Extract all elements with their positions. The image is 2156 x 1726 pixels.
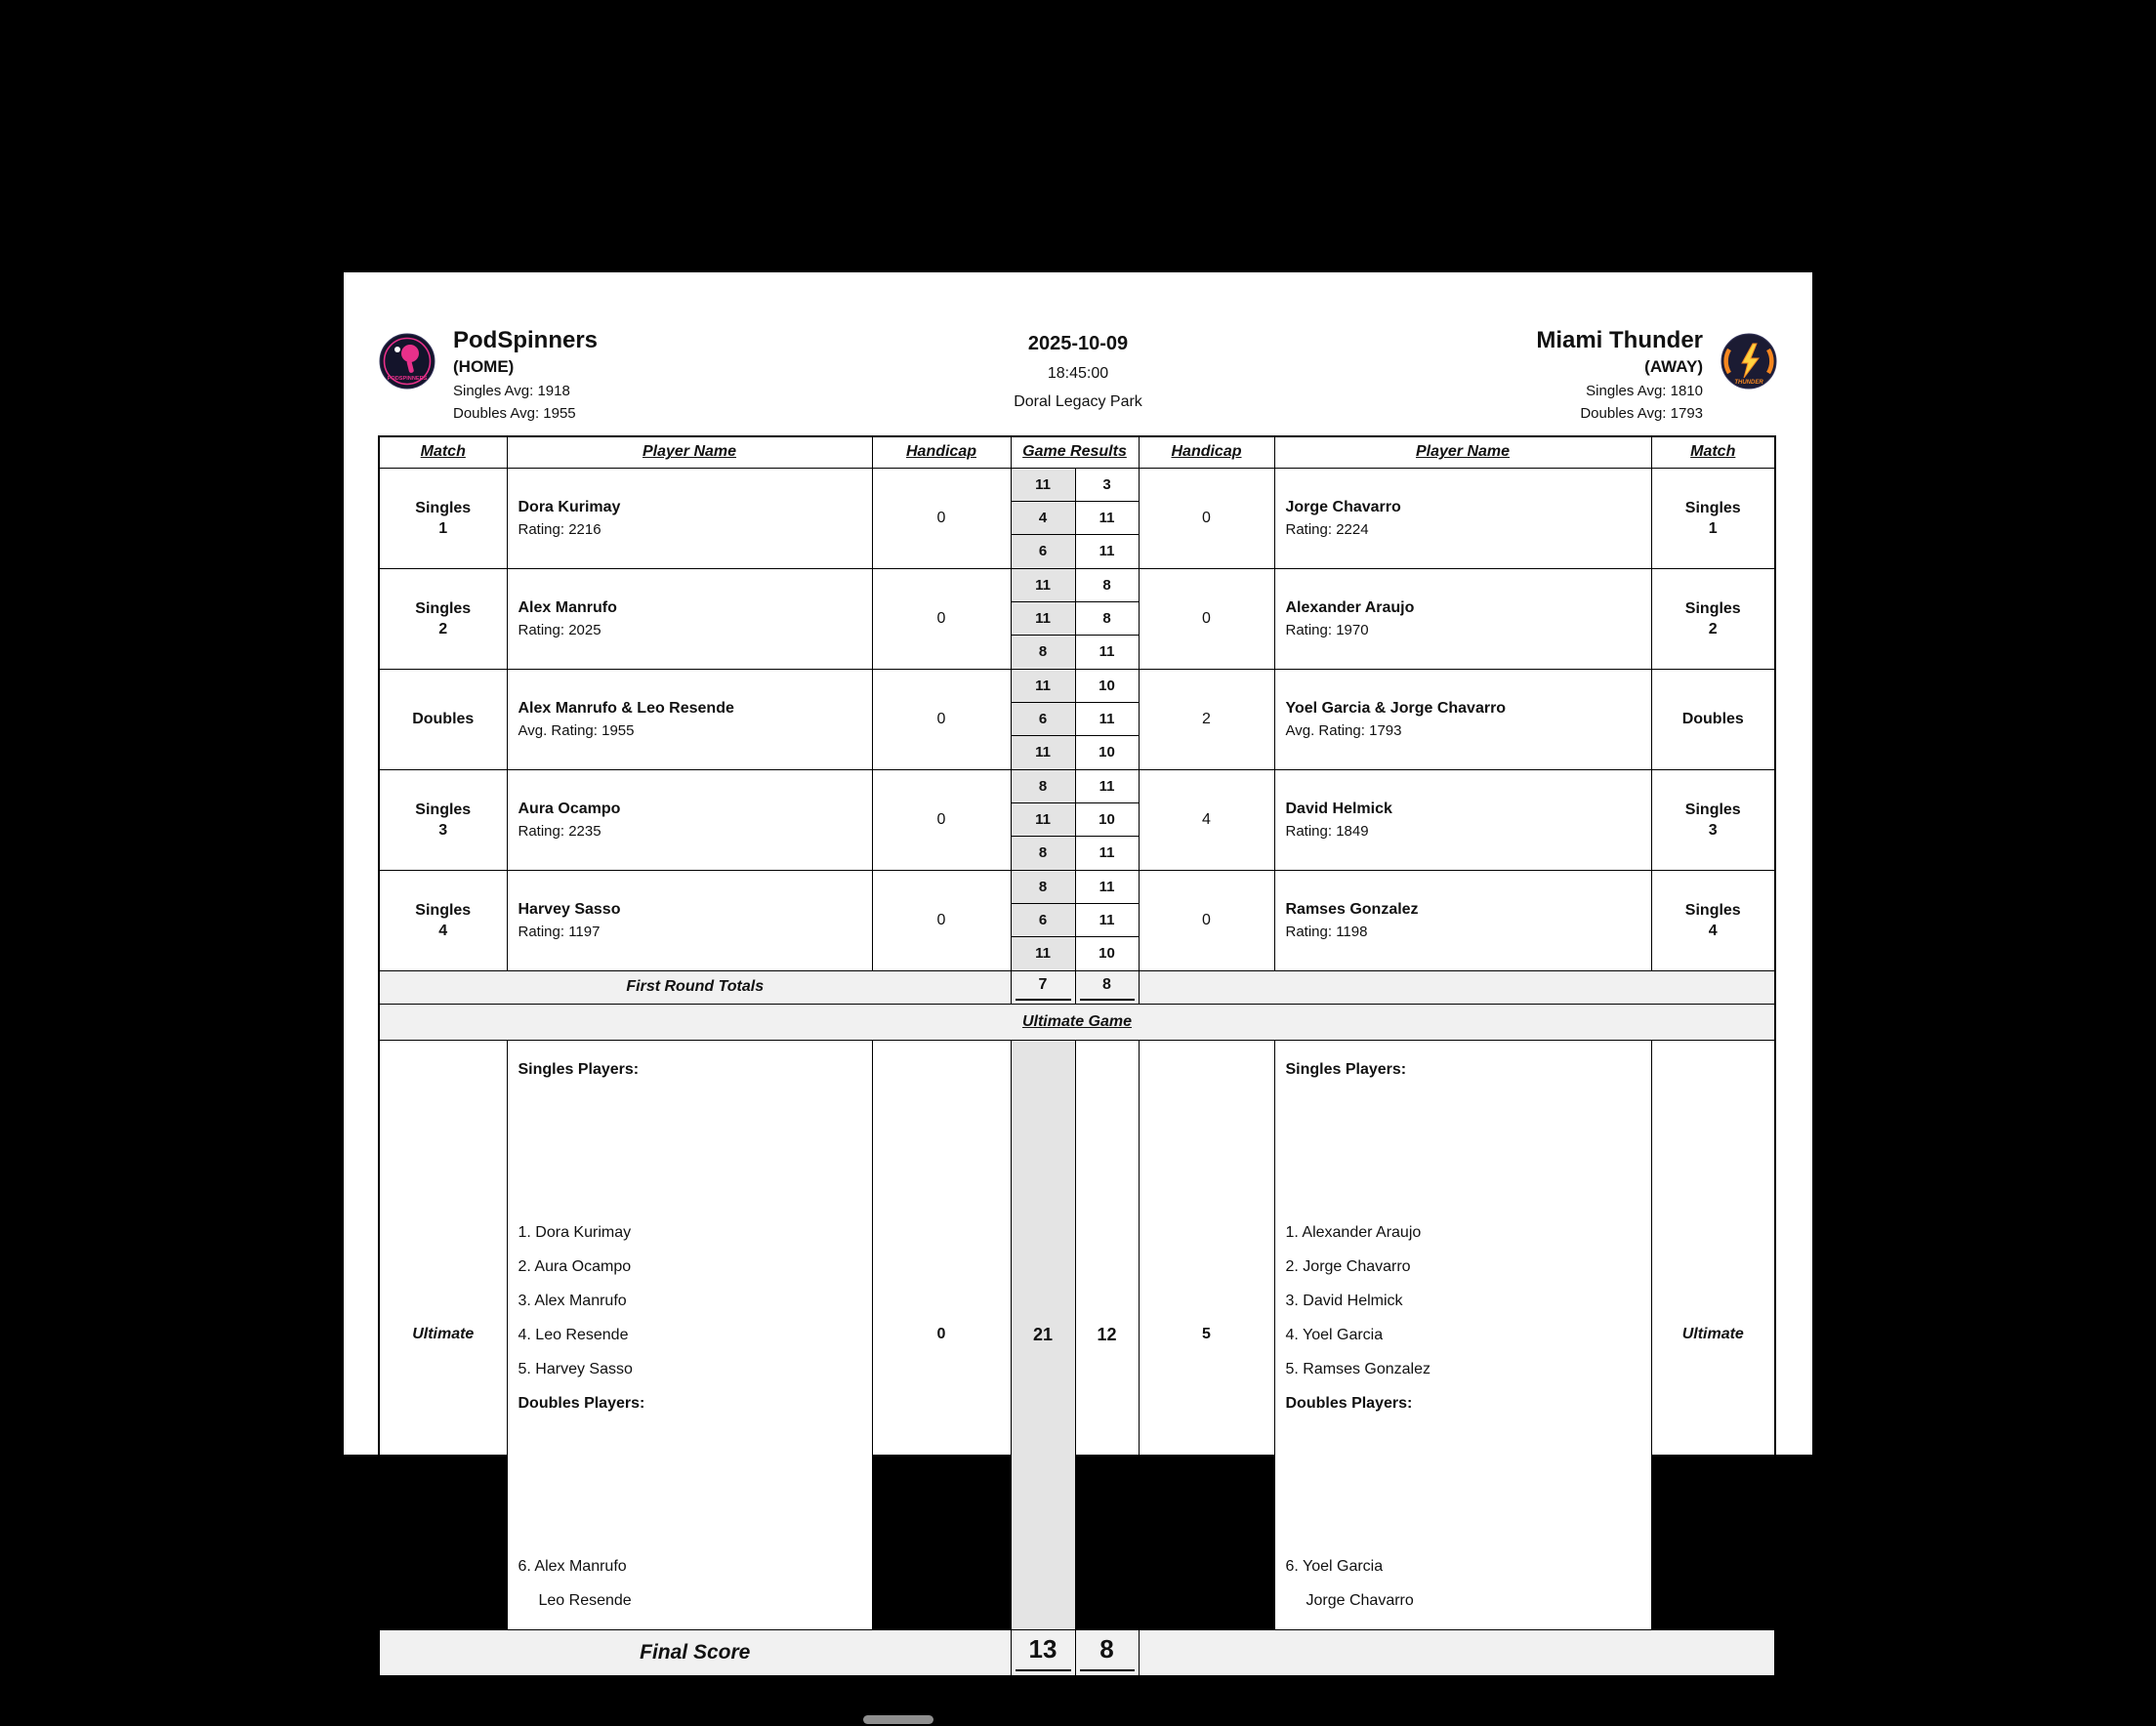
home-handicap: 0 [872,870,1011,970]
away-player-rating: Rating: 2224 [1285,520,1369,538]
away-team-name: Miami Thunder [1536,327,1703,353]
away-player-rating: Rating: 1849 [1285,822,1369,840]
ultimate-away-handicap: 5 [1139,1040,1274,1629]
final-score-row [379,1629,1775,1676]
home-player-rating: Rating: 2216 [518,520,601,538]
game-score: 11 [1012,469,1075,502]
match-row-singles-4 [379,870,1775,970]
ultimate-away-players: Singles Players: 1. Alexander Araujo 2. Jorge Chavarro 3. David Helmick 4. Yoel Garcia 5. Ramses Gonzalez Doubles Players: 6. Yoel Garcia Jorge Chavarro [1274,1040,1651,1629]
game-score: 11 [1076,770,1139,803]
match-row-singles-1 [379,468,1775,568]
game-score: 11 [1012,602,1075,636]
home-player-cell [507,669,872,769]
home-player-cell [507,468,872,568]
home-player-rating: Rating: 1197 [518,923,601,940]
game-score: 10 [1076,803,1139,837]
away-game-scores [1075,870,1139,970]
event-venue: Doral Legacy Park [1014,393,1142,410]
away-handicap: 0 [1139,870,1274,970]
home-game-scores [1011,568,1075,669]
away-team-role: (AWAY) [1644,357,1703,376]
away-player-rating: Rating: 1198 [1285,923,1368,940]
match-label-home: Singles 2 [379,568,507,669]
game-score: 3 [1076,469,1139,502]
away-handicap: 0 [1139,468,1274,568]
home-game-scores [1011,769,1075,870]
away-team-block [1536,327,1777,422]
away-player-rating: Avg. Rating: 1793 [1285,721,1402,739]
game-score: 8 [1076,602,1139,636]
away-handicap: 4 [1139,769,1274,870]
match-row-doubles [379,669,1775,769]
game-score: 11 [1012,569,1075,602]
match-label-home: Singles 4 [379,870,507,970]
away-game-scores [1075,769,1139,870]
away-doubles-avg: Doubles Avg: 1793 [1580,405,1703,422]
ultimate-row [379,1040,1775,1629]
ultimate-game-title: Ultimate Game [379,1004,1775,1040]
away-singles-avg: Singles Avg: 1810 [1586,383,1703,399]
game-score: 8 [1012,871,1075,904]
away-team-info [1536,327,1703,422]
home-game-scores [1011,468,1075,568]
game-score: 8 [1038,843,1048,861]
svg-text:THUNDER: THUNDER [1734,380,1763,386]
home-player-cell [507,769,872,870]
home-singles-avg: Singles Avg: 1918 [453,383,570,399]
away-player-name: Alexander Araujo [1285,598,1415,616]
totals-empty-cell [1139,970,1775,1004]
home-handicap: 0 [872,669,1011,769]
game-score: 6 [1012,904,1075,937]
first-round-away-total: 8 [1075,970,1139,1004]
scrollbar-thumb[interactable] [863,1715,933,1724]
game-score: 10 [1099,944,1115,962]
away-player-name: David Helmick [1285,800,1392,817]
scoresheet-header [344,272,1812,435]
game-score: 10 [1076,670,1139,703]
match-label-away: Singles 2 [1651,568,1775,669]
home-game-scores [1011,870,1075,970]
col-header-match-away: Match [1651,436,1775,468]
away-player-cell [1274,568,1651,669]
game-score: 4 [1012,502,1075,535]
event-time: 18:45:00 [1047,365,1109,382]
col-header-handicap-away: Handicap [1139,436,1274,468]
ultimate-home-score: 21 [1011,1040,1075,1629]
away-player-cell [1274,468,1651,568]
away-handicap: 2 [1139,669,1274,769]
match-label-away: Singles 3 [1651,769,1775,870]
home-player-rating: Rating: 2025 [518,621,601,638]
first-round-home-total: 7 [1011,970,1075,1004]
match-label-home: Singles 1 [379,468,507,568]
game-score: 11 [1076,703,1139,736]
match-label-away: Doubles [1651,669,1775,769]
away-player-cell [1274,669,1651,769]
first-round-totals-label: First Round Totals [379,970,1011,1004]
ultimate-label-home: Ultimate [379,1040,507,1629]
away-player-cell [1274,870,1651,970]
match-row-singles-3 [379,769,1775,870]
ultimate-home-handicap: 0 [872,1040,1011,1629]
svg-text:PODSPINNERS: PODSPINNERS [387,376,428,382]
score-table [378,435,1776,1677]
match-label-home: Singles 3 [379,769,507,870]
match-label-away: Singles 4 [1651,870,1775,970]
game-score: 11 [1099,843,1115,861]
final-home-score: 13 [1011,1629,1075,1676]
game-score: 11 [1099,642,1115,660]
away-player-name: Ramses Gonzalez [1285,900,1419,918]
event-date: 2025-10-09 [1027,333,1129,354]
game-score: 11 [1076,904,1139,937]
game-score: 6 [1038,542,1048,559]
home-team-name: PodSpinners [453,327,599,353]
ultimate-home-players: Singles Players: 1. Dora Kurimay 2. Aura Ocampo 3. Alex Manrufo 4. Leo Resende 5. Harvey Sasso Doubles Players: 6. Alex Manrufo Leo Resende [507,1040,872,1629]
home-player-rating: Avg. Rating: 1955 [518,721,635,739]
home-player-name: Harvey Sasso [518,900,621,918]
game-score: 8 [1076,569,1139,602]
home-handicap: 0 [872,468,1011,568]
game-score: 11 [1035,743,1051,760]
final-empty-cell [1139,1629,1775,1676]
home-player-rating: Rating: 2235 [518,822,601,840]
match-scoresheet [344,272,1812,1664]
first-round-totals-row [379,970,1775,1004]
game-score: 11 [1076,502,1139,535]
ultimate-away-score: 12 [1075,1040,1139,1629]
home-handicap: 0 [872,568,1011,669]
home-player-name: Alex Manrufo & Leo Resende [518,699,734,717]
home-handicap: 0 [872,769,1011,870]
home-doubles-avg: Doubles Avg: 1955 [453,405,576,422]
game-score: 11 [1012,803,1075,837]
home-player-cell [507,870,872,970]
col-header-match-home: Match [379,436,507,468]
table-header-row [379,436,1775,468]
game-score: 11 [1035,944,1051,962]
away-game-scores [1075,669,1139,769]
match-row-singles-2 [379,568,1775,669]
home-player-cell [507,568,872,669]
col-header-game-results: Game Results [1011,436,1139,468]
home-game-scores [1011,669,1075,769]
col-header-player-away: Player Name [1274,436,1651,468]
away-team-logo-icon [1721,333,1777,390]
match-label-home: Doubles [379,669,507,769]
game-score: 11 [1099,542,1115,559]
home-player-name: Alex Manrufo [518,598,617,616]
col-header-handicap-home: Handicap [872,436,1011,468]
game-score: 10 [1099,743,1115,760]
game-score: 11 [1012,670,1075,703]
final-away-score: 8 [1075,1629,1139,1676]
game-score: 11 [1076,871,1139,904]
away-handicap: 0 [1139,568,1274,669]
game-score: 6 [1012,703,1075,736]
ultimate-game-banner-row [379,1004,1775,1040]
game-score: 8 [1038,642,1048,660]
ultimate-label-away: Ultimate [1651,1040,1775,1629]
home-team-role: (HOME) [453,357,515,376]
away-player-name: Yoel Garcia & Jorge Chavarro [1285,699,1507,717]
away-player-name: Jorge Chavarro [1285,498,1401,515]
game-score: 8 [1012,770,1075,803]
col-header-player-home: Player Name [507,436,872,468]
away-game-scores [1075,568,1139,669]
away-player-cell [1274,769,1651,870]
home-player-name: Aura Ocampo [518,800,621,817]
final-score-label: Final Score [379,1629,1011,1676]
away-game-scores [1075,468,1139,568]
home-player-name: Dora Kurimay [518,498,621,515]
away-player-rating: Rating: 1970 [1285,621,1369,638]
match-label-away: Singles 1 [1651,468,1775,568]
